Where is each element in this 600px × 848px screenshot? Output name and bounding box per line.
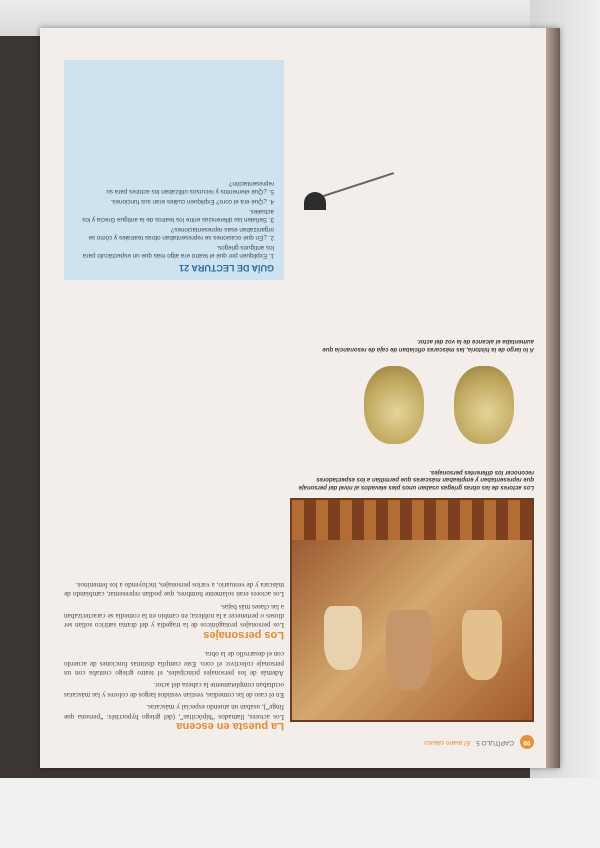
masks-caption: A lo largo de la historia, las máscaras oficiaban de caja de resonancia que aumentaba el alcance de la voz del actor.	[322, 338, 534, 352]
guide-title: GUÍA DE LECTURA 21	[179, 263, 274, 273]
page-number-badge: 99	[520, 735, 534, 749]
section1-paragraph: Además de los personajes principales, el teatro griego contaba con un personaje colectivo: el coro. Este cumplía distintas funciones de acuerdo con el desarrollo de la obra.	[64, 650, 284, 677]
guide-item: 1. Expliquen por qué el teatro era algo más que un espectáculo para los antiguos griegos.	[82, 243, 274, 259]
guide-item: 5. ¿Qué elementos y recursos utilizaban los actores para su representación?	[106, 179, 274, 195]
guide-item: 3. Señalen las diferencias entre los teatros de la antigua Grecia y los actuales.	[82, 207, 274, 223]
reading-guide-box	[64, 60, 284, 280]
running-title: El teatro clásico	[424, 738, 471, 746]
mask-right	[364, 366, 424, 444]
chapter-label: CAPÍTULO 5	[476, 738, 514, 746]
page-content	[64, 50, 534, 750]
painting-caption-block	[294, 461, 534, 496]
scanned-page-wrapper	[40, 28, 600, 790]
section2-paragraph: Los personajes protagónicos de la tragedia y del drama satírico solían ser dioses o pertenecer a la nobleza; en cambio en la comedia se caracterizaban a las clases más bajas.	[64, 602, 284, 630]
mask-left	[454, 366, 514, 444]
section1-paragraph: En el caso de las comedias, vestían vestidos largos de colores y las máscaras ocultaban completamente la cabeza del actor.	[64, 681, 284, 699]
section1-paragraph: Los actores, llamados “hipócritas”, (del griego hypocrités: “persona que finge”), usaban un atuendo especial y máscaras.	[64, 703, 284, 721]
theatre-masks-image	[294, 360, 534, 450]
textbook-page	[40, 28, 560, 768]
masks-caption-block	[294, 331, 534, 358]
section2-paragraph: Los actores eran solamente hombres, que podían representar, cambiando de máscara y de vestuario, a varios personajes, incluyendo a los femeninos.	[64, 580, 284, 599]
ancient-painting-image	[290, 498, 534, 722]
section-title-personajes: Los personajes	[203, 628, 284, 641]
guide-item: 2. ¿En qué ocasiones se representaban obras teatrales y cómo se organizaban esas representaciones?	[88, 225, 274, 241]
desk-lamp-icon	[306, 140, 396, 230]
guide-item: 4. ¿Qué era el coro? Expliquen cuáles eran sus funciones.	[110, 197, 274, 205]
book-spine	[546, 28, 560, 768]
section-title-puesta: La puesta en escena	[176, 720, 284, 732]
painting-caption: Los actores de las obras griegas usaban unos pies elevados al nivel del personaje que representaban y empleaban máscaras que permitían a los espectadores reconocer los diferentes personajes.	[298, 468, 534, 490]
